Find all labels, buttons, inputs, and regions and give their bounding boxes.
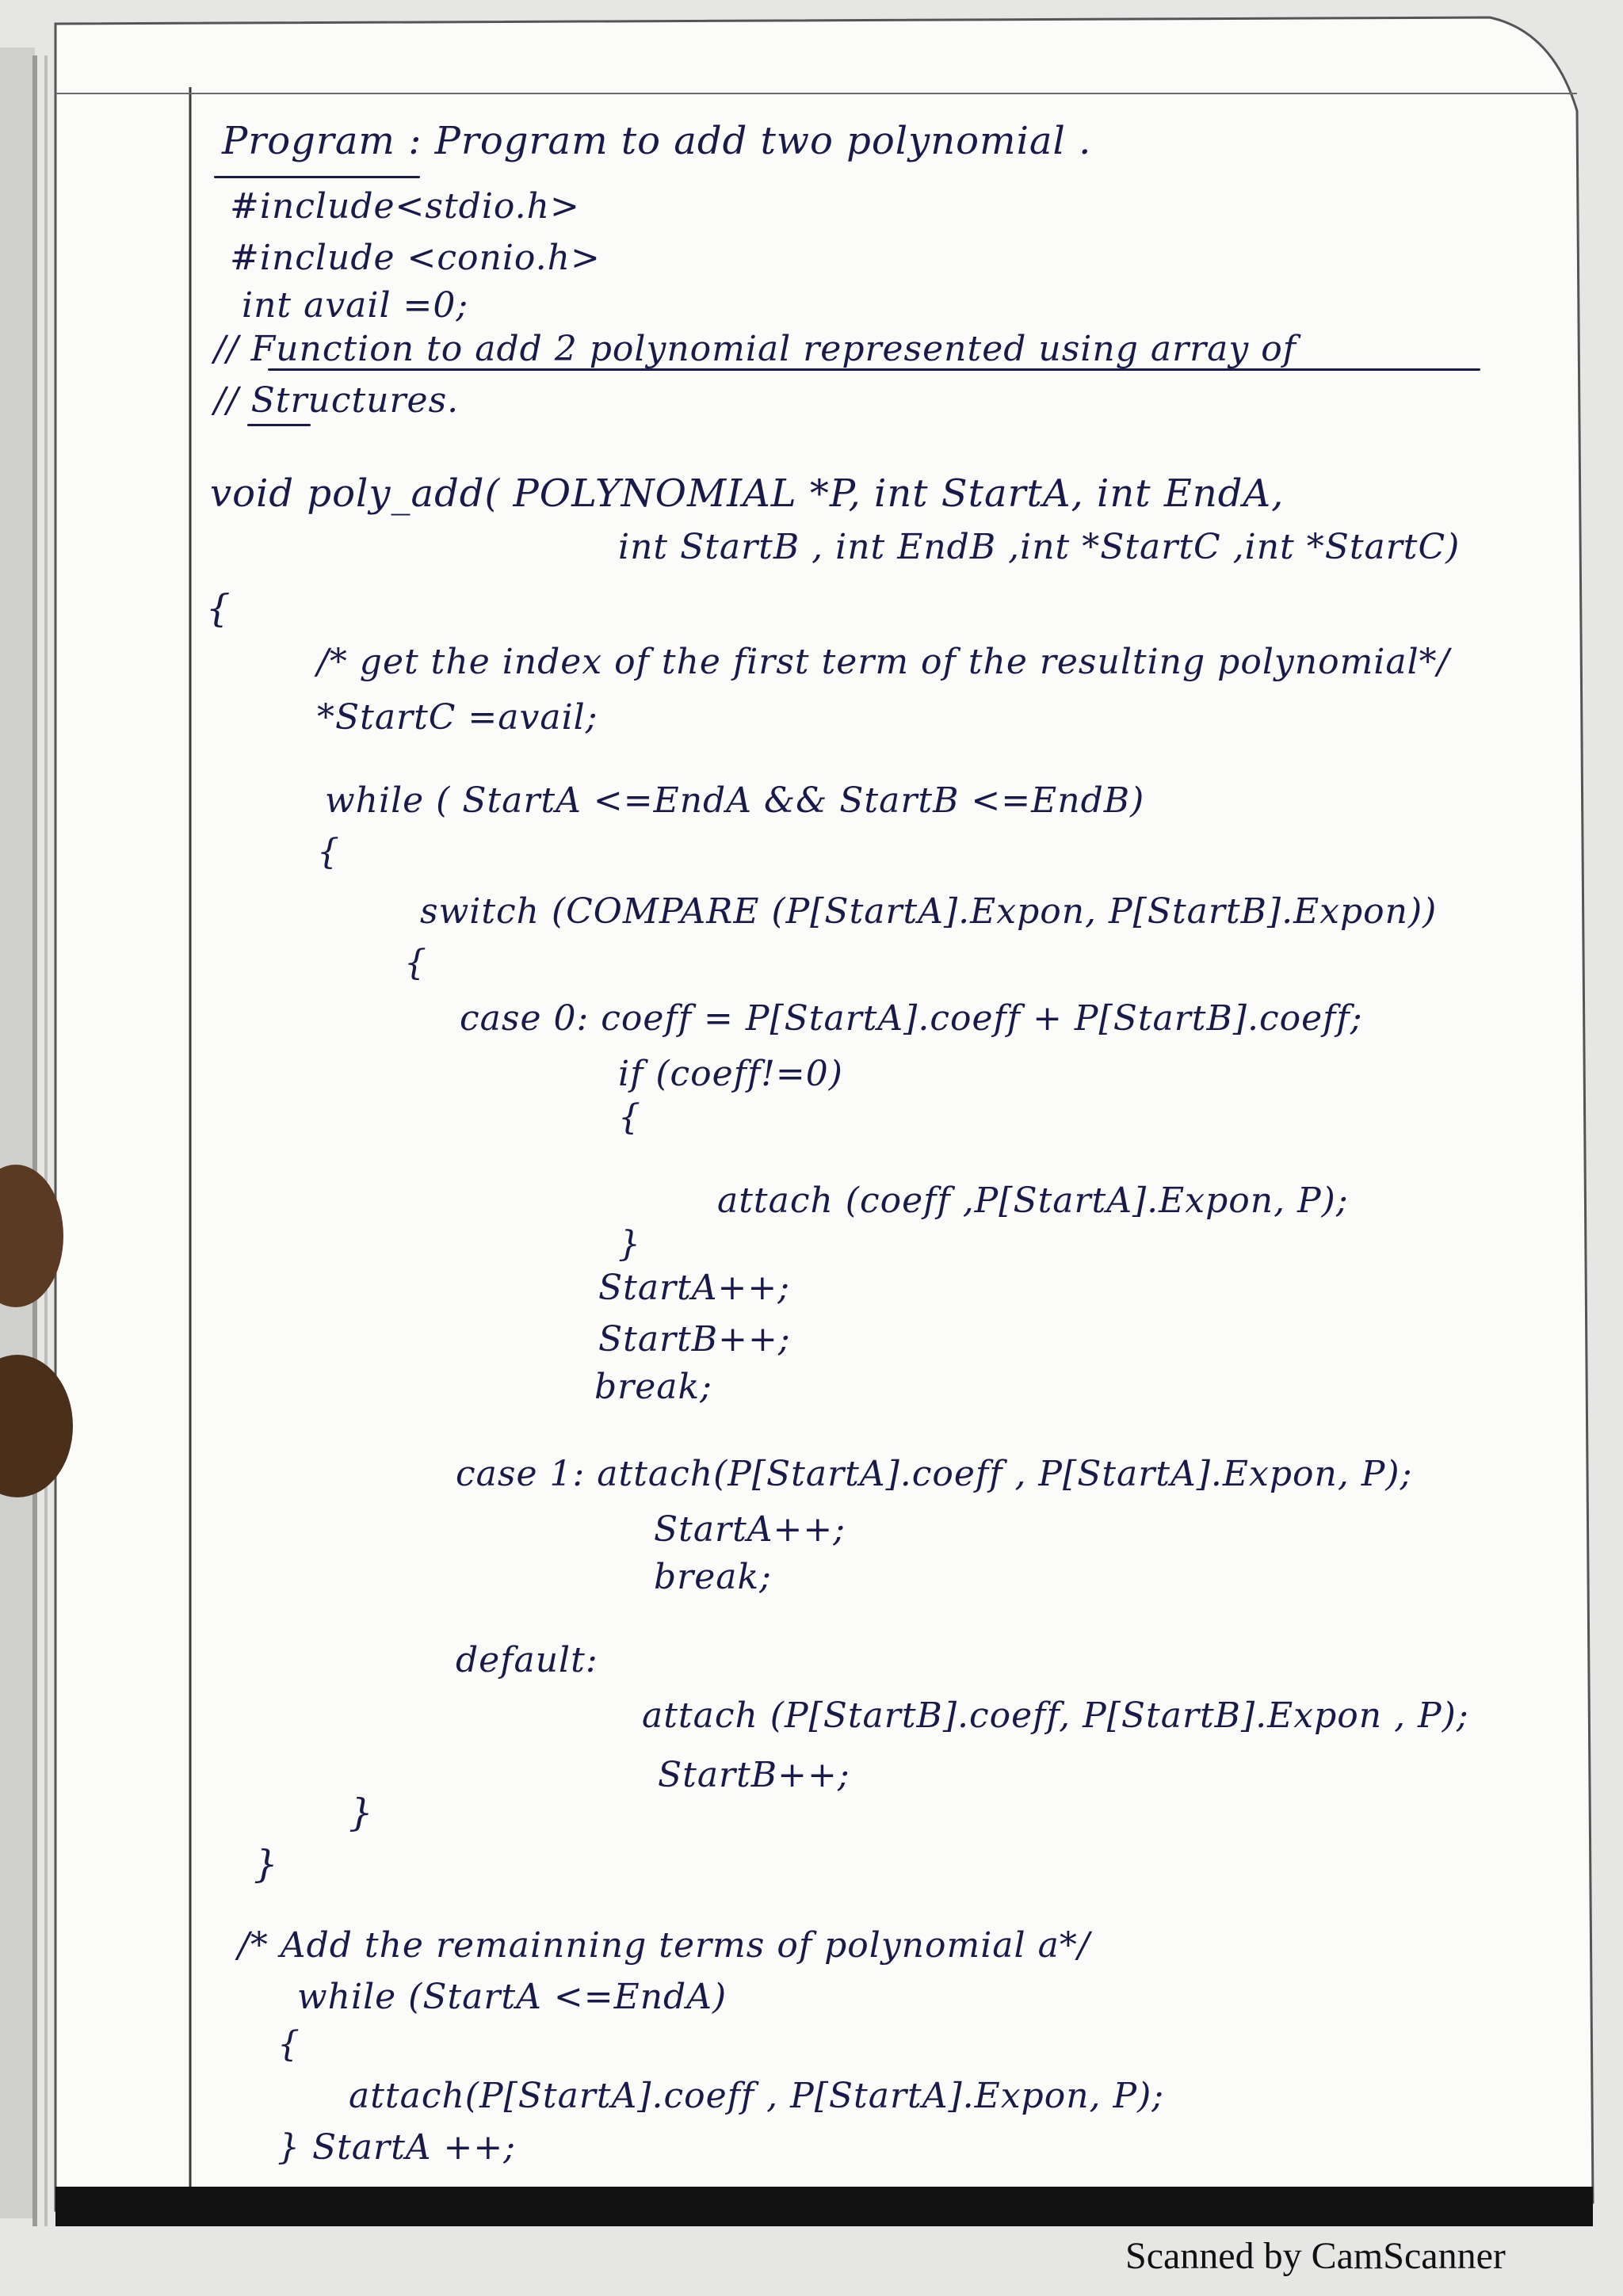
- handwritten-line: } StartA ++;: [277, 2127, 517, 2168]
- bottom-edge-strip: [55, 2187, 1593, 2226]
- handwritten-line: attach (coeff ,P[StartA].Expon, P);: [717, 1180, 1349, 1221]
- handwritten-line: int StartB , int EndB ,int *StartC ,int *StartC): [618, 527, 1461, 567]
- handwritten-line: case 1: attach(P[StartA].coeff , P[StartA].Expon, P);: [456, 1454, 1413, 1494]
- handwritten-line: break;: [654, 1557, 772, 1597]
- handwritten-line: attach(P[StartA].coeff , P[StartA].Expon, P);: [349, 2076, 1165, 2116]
- handwritten-line: attach (P[StartB].coeff, P[StartB].Expon , P);: [642, 1695, 1469, 1736]
- camscanner-watermark: Scanned by CamScanner: [1125, 2235, 1506, 2277]
- handwritten-line: switch (COMPARE (P[StartA].Expon, P[StartB].Expon)): [420, 891, 1438, 932]
- handwritten-line: {: [317, 832, 340, 872]
- structures-underline: [247, 424, 311, 426]
- handwritten-line: /* get the index of the first term of the resulting polynomial*/: [317, 642, 1450, 682]
- handwritten-line: default:: [456, 1640, 598, 1680]
- handwritten-line: StartB++;: [598, 1319, 791, 1360]
- handwritten-line: /* Add the remainning terms of polynomial a*/: [238, 1925, 1090, 1966]
- title-underline: [214, 176, 420, 178]
- handwritten-line: case 0: coeff = P[StartA].coeff + P[StartB].coeff;: [460, 998, 1363, 1039]
- handwritten-line: }: [349, 1791, 374, 1835]
- handwritten-line: {: [206, 586, 231, 631]
- handwritten-line: // Structures.: [214, 380, 460, 421]
- handwritten-line: StartA++;: [598, 1268, 791, 1308]
- handwritten-line: while ( StartA <=EndA && StartB <=EndB): [325, 780, 1145, 821]
- handwritten-line: int avail =0;: [242, 285, 469, 326]
- handwritten-line: #include<stdio.h>: [230, 186, 580, 227]
- handwritten-line: void poly_add( POLYNOMIAL *P, int StartA, int EndA,: [210, 471, 1285, 516]
- handwritten-line: *StartC =avail;: [317, 697, 598, 738]
- handwritten-line: {: [618, 1097, 641, 1138]
- handwritten-line: #include <conio.h>: [230, 238, 601, 278]
- handwritten-line: break;: [594, 1367, 712, 1407]
- handwritten-line: }: [618, 1224, 641, 1264]
- handwritten-line: StartA++;: [654, 1509, 846, 1550]
- handwritten-line: if (coeff!=0): [618, 1054, 843, 1094]
- handwritten-line: }: [254, 1842, 279, 1886]
- handwritten-line: // Function to add 2 polynomial represented using array of: [214, 329, 1297, 369]
- handwritten-line: StartB++;: [658, 1755, 850, 1795]
- handwritten-line: {: [277, 2024, 300, 2065]
- handwritten-line: {: [404, 943, 427, 983]
- handwritten-line: while (StartA <=EndA): [297, 1977, 727, 2017]
- handwritten-line: Program : Program to add two polynomial .: [222, 119, 1092, 163]
